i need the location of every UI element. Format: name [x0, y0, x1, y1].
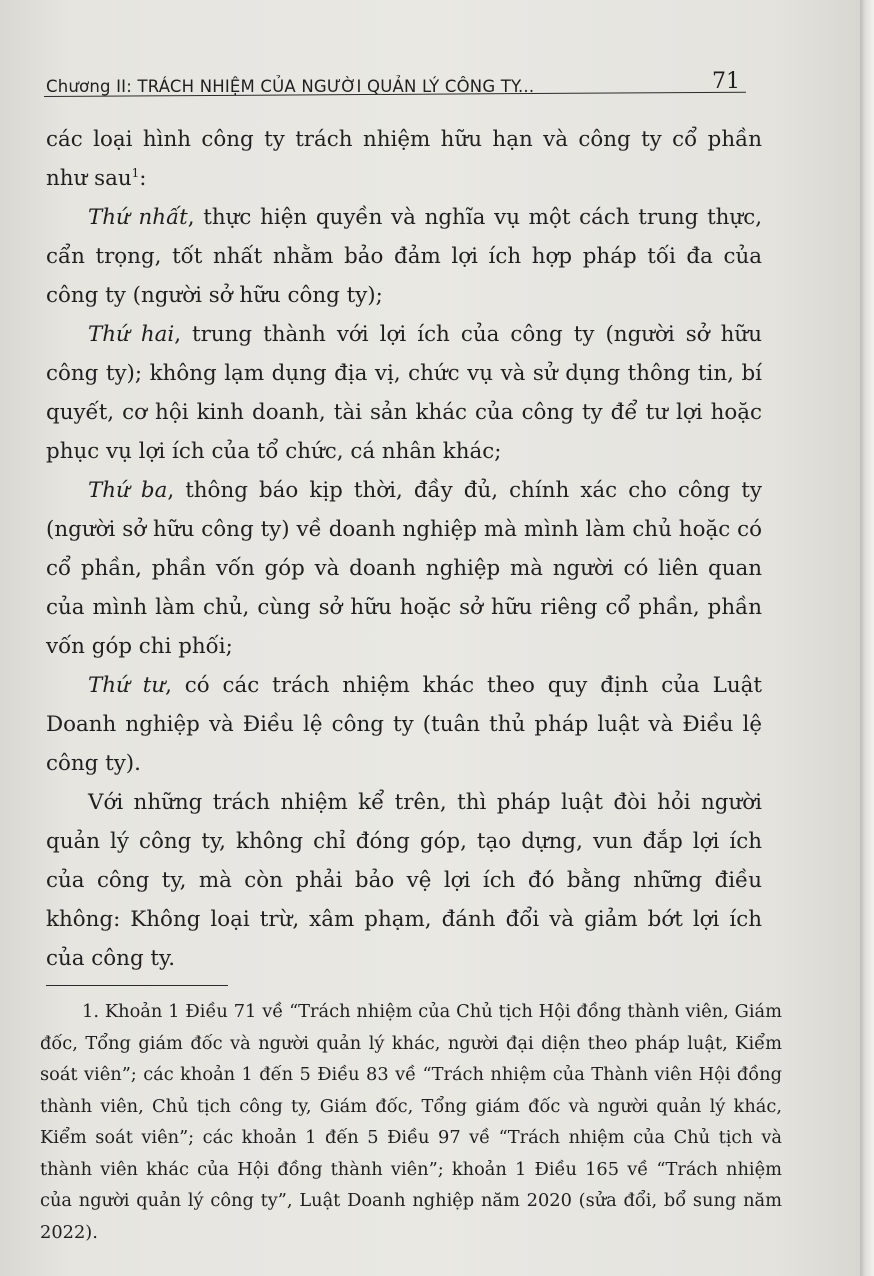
body-text: [46, 120, 762, 978]
paragraph-fourth: [46, 666, 762, 783]
footnote-text: 1. Khoản 1 Điều 71 về “Trách nhiệm của Chủ tịch Hội đồng thành viên, Giám đốc, Tổng giám đốc và người quản lý khác, người đại diện theo pháp luật, Kiểm soát viên”; các khoản 1 đến 5 Điều 83 về “Trách nhiệm của Thành viên Hội đồng thành viên, Chủ tịch công ty, Giám đốc, Tổng giám đốc và người quản lý khác, Kiểm soát viên”; các khoản 1 đến 5 Điều 97 về “Trách nhiệm của Chủ tịch và thành viên khác của Hội đồng thành viên”; khoản 1 Điều 165 về “Trách nhiệm của người quản lý công ty”, Luật Doanh nghiệp năm 2020 (sửa đổi, bổ sung năm 2022).: [40, 1001, 782, 1243]
label-second: Thứ hai: [88, 322, 175, 347]
text-conclusion: Với những trách nhiệm kể trên, thì pháp luật đòi hỏi người quản lý công ty, không chỉ đóng góp, tạo dựng, vun đắp lợi ích của công ty, mà còn phải bảo vệ lợi ích đó bằng những điều không: Không loại trừ, xâm phạm, đánh đổi và giảm bớt lợi ích của công ty.: [46, 790, 762, 971]
label-third: Thứ ba: [88, 478, 168, 503]
chapter-title: Chương II: TRÁCH NHIỆM CỦA NGƯỜI QUẢN LÝ CÔNG TY...: [46, 77, 535, 96]
footnote-ref: 1: [131, 165, 140, 180]
paragraph-first: [46, 198, 762, 315]
paragraph-third: [46, 471, 762, 666]
page-number: 71: [712, 69, 740, 94]
footnote: [40, 996, 782, 1248]
paragraph-intro: [46, 120, 762, 198]
label-fourth: Thứ tư: [88, 673, 166, 698]
text-first: , thực hiện quyền và nghĩa vụ một cách trung thực, cẩn trọng, tốt nhất nhằm bảo đảm lợi ích hợp pháp tối đa của công ty (người sở hữu công ty);: [46, 205, 762, 308]
paragraph-conclusion: [46, 783, 762, 978]
footnote-rule: [46, 985, 228, 986]
intro-tail: :: [139, 166, 147, 191]
intro-text: các loại hình công ty trách nhiệm hữu hạn và công ty cổ phần như sau: [46, 127, 762, 191]
text-fourth: , có các trách nhiệm khác theo quy định của Luật Doanh nghiệp và Điều lệ công ty (tuân thủ pháp luật và Điều lệ công ty).: [46, 673, 762, 776]
page-edge: [860, 0, 874, 1276]
text-third: , thông báo kịp thời, đầy đủ, chính xác cho công ty (người sở hữu công ty) về doanh nghiệp mà mình làm chủ hoặc có cổ phần, phần vốn góp và doanh nghiệp mà người có liên quan của mình làm chủ, cùng sở hữu hoặc sở hữu riêng cổ phần, phần vốn góp chi phối;: [46, 478, 762, 659]
label-first: Thứ nhất: [88, 205, 188, 230]
paragraph-second: [46, 315, 762, 471]
text-second: , trung thành với lợi ích của công ty (người sở hữu công ty); không lạm dụng địa vị, chức vụ và sử dụng thông tin, bí quyết, cơ hội kinh doanh, tài sản khác của công ty để tư lợi hoặc phục vụ lợi ích của tổ chức, cá nhân khác;: [46, 322, 762, 464]
